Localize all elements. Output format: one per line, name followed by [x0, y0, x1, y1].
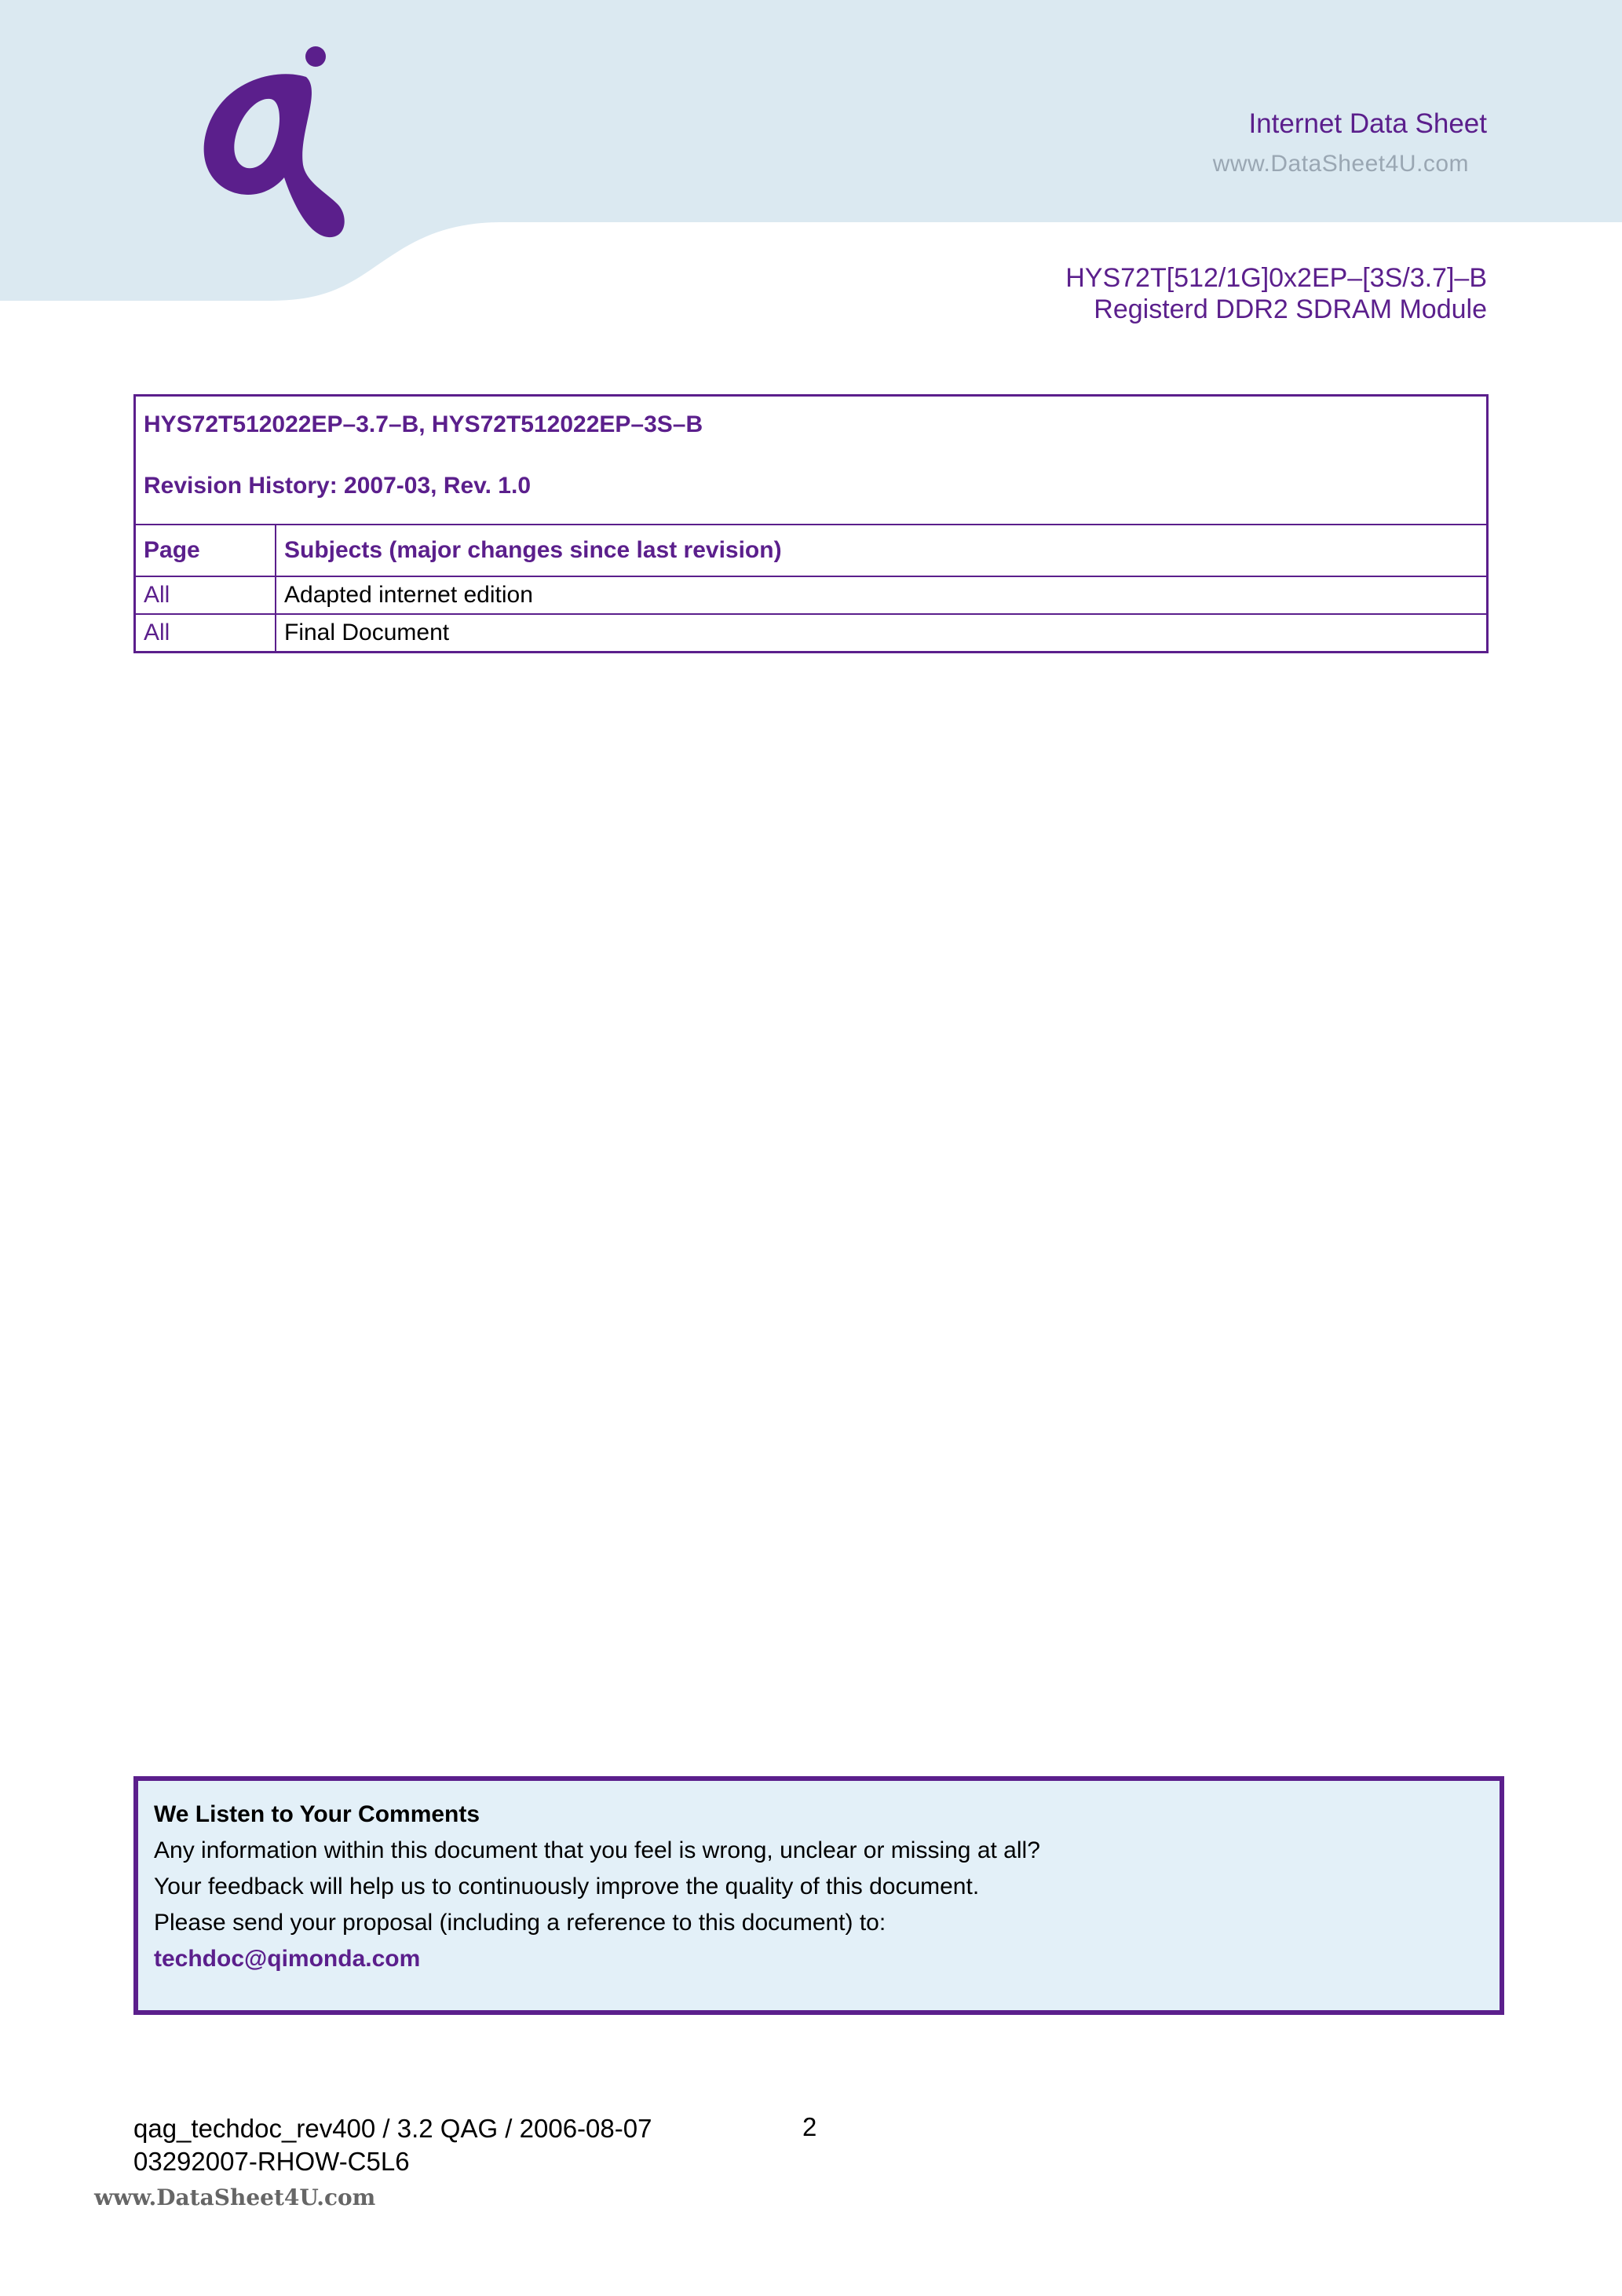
- table-row: [135, 576, 1488, 614]
- row-subject: Adapted internet edition: [276, 576, 1488, 614]
- row-page: All: [135, 614, 276, 652]
- footer-doc-id: 03292007-RHOW-C5L6: [133, 2147, 410, 2176]
- row-page: All: [135, 576, 276, 614]
- table-row: [135, 614, 1488, 652]
- revision-history-table: [133, 394, 1489, 653]
- qimonda-logo-icon: [188, 39, 345, 243]
- document-type-label: Internet Data Sheet: [1248, 108, 1487, 139]
- comments-box: [133, 1776, 1504, 2015]
- revision-table-header: [135, 396, 1488, 525]
- column-header-page: Page: [135, 525, 276, 576]
- footer-info: [133, 2112, 652, 2178]
- comments-title: We Listen to Your Comments: [154, 1801, 480, 1827]
- revision-history-label: Revision History: 2007-03, Rev. 1.0: [144, 473, 532, 499]
- row-subject: Final Document: [276, 614, 1488, 652]
- feedback-email-link[interactable]: techdoc@qimonda.com: [154, 1946, 421, 1972]
- page-number: 2: [802, 2112, 817, 2141]
- product-name: Registerd DDR2 SDRAM Module: [1094, 294, 1487, 324]
- product-code: HYS72T[512/1G]0x2EP–[3S/3.7]–B: [1065, 263, 1487, 293]
- column-header-subjects: Subjects (major changes since last revision): [276, 525, 1488, 576]
- footer-doc-ref: qag_techdoc_rev400 / 3.2 QAG / 2006-08-07: [133, 2114, 652, 2143]
- product-title-block: [1065, 262, 1487, 325]
- part-numbers: HYS72T512022EP–3.7–B, HYS72T512022EP–3S–B: [144, 411, 703, 437]
- comments-line: Please send your proposal (including a reference to this document) to:: [154, 1910, 886, 1936]
- comments-line: Any information within this document that you feel is wrong, unclear or missing at all?: [154, 1837, 1040, 1863]
- watermark-footer-link[interactable]: www.DataSheet4U.com: [94, 2184, 376, 2210]
- comments-line: Your feedback will help us to continuously improve the quality of this document.: [154, 1874, 980, 1899]
- watermark-link[interactable]: www.DataSheet4U.com: [1212, 151, 1469, 177]
